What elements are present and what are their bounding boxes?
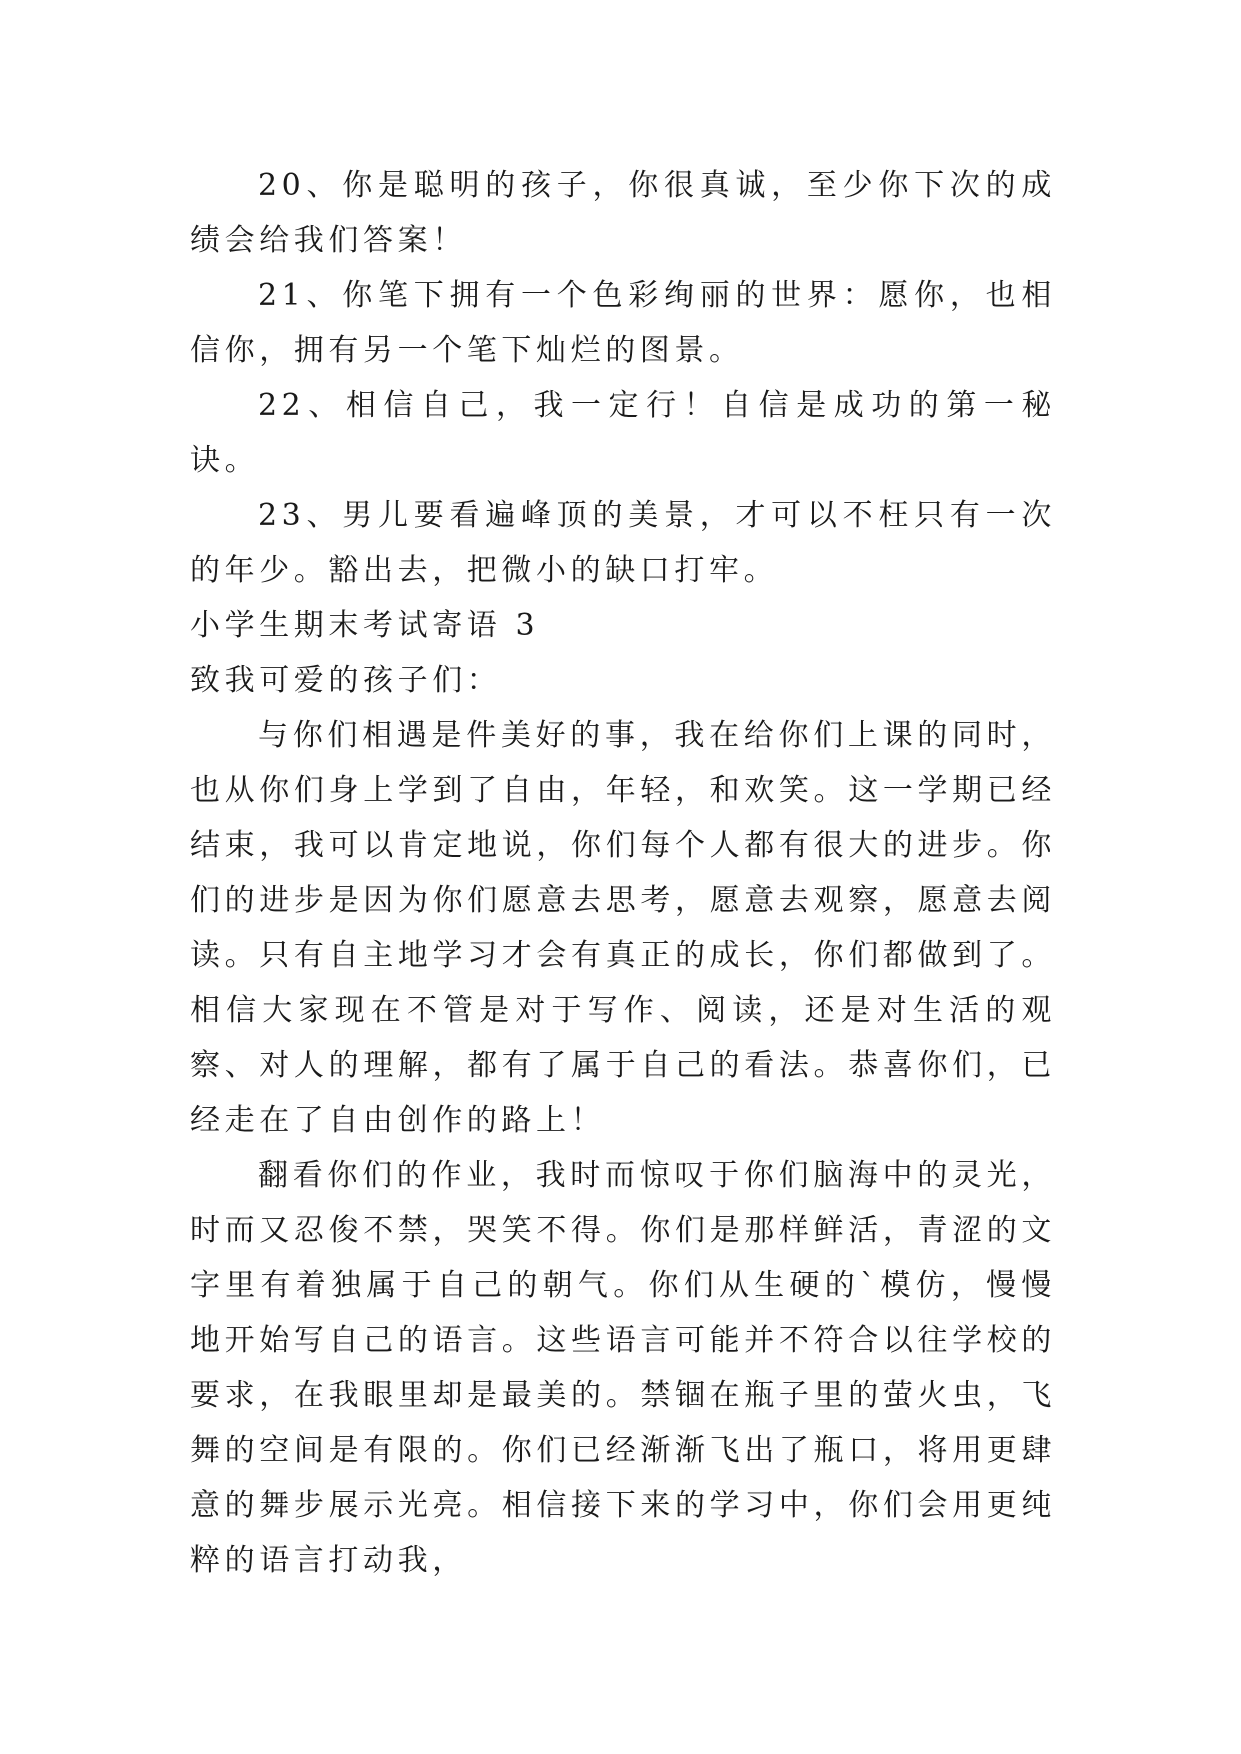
- section-heading: 小学生期末考试寄语 3: [190, 608, 540, 643]
- body-paragraph-1: 与你们相遇是件美好的事，我在给你们上课的同时，也从你们身上学到了自由，年轻，和欢笑。这一学期已经结束，我可以肯定地说，你们每个人都有很大的进步。你们的进步是因为你们愿意去思考，愿意去观察，愿意去阅读。只有自主地学习才会有真正的成长，你们都做到了。相信大家现在不管是对于写作、阅读，还是对生活的观察、对人的理解，都有了属于自己的看法。恭喜你们，已经走在了自由创作的路上！: [190, 718, 1056, 1138]
- body-paragraph-2: 翻看你们的作业，我时而惊叹于你们脑海中的灵光，时而又忍俊不禁，哭笑不得。你们是那样鲜活，青涩的文字里有着独属于自己的朝气。你们从生硬的`模仿，慢慢地开始写自己的语言。这些语言可能并不符合以往学校的要求，在我眼里却是最美的。禁锢在瓶子里的萤火虫，飞舞的空间是有限的。你们已经渐渐飞出了瓶口，将用更肆意的舞步展示光亮。相信接下来的学习中，你们会用更纯粹的语言打动我，: [190, 1158, 1056, 1578]
- paragraph-item-20: 20、你是聪明的孩子，你很真诚，至少你下次的成绩会给我们答案！: [190, 168, 1056, 258]
- paragraph-item-22: 22、相信自己，我一定行！自信是成功的第一秘诀。: [190, 388, 1056, 478]
- salutation: 致我可爱的孩子们：: [190, 663, 502, 698]
- paragraph-item-21: 21、你笔下拥有一个色彩绚丽的世界：愿你，也相信你，拥有另一个笔下灿烂的图景。: [190, 278, 1056, 368]
- document-body: [190, 158, 1056, 1588]
- paragraph-item-23: 23、男儿要看遍峰顶的美景，才可以不枉只有一次的年少。豁出去，把微小的缺口打牢。: [190, 498, 1056, 588]
